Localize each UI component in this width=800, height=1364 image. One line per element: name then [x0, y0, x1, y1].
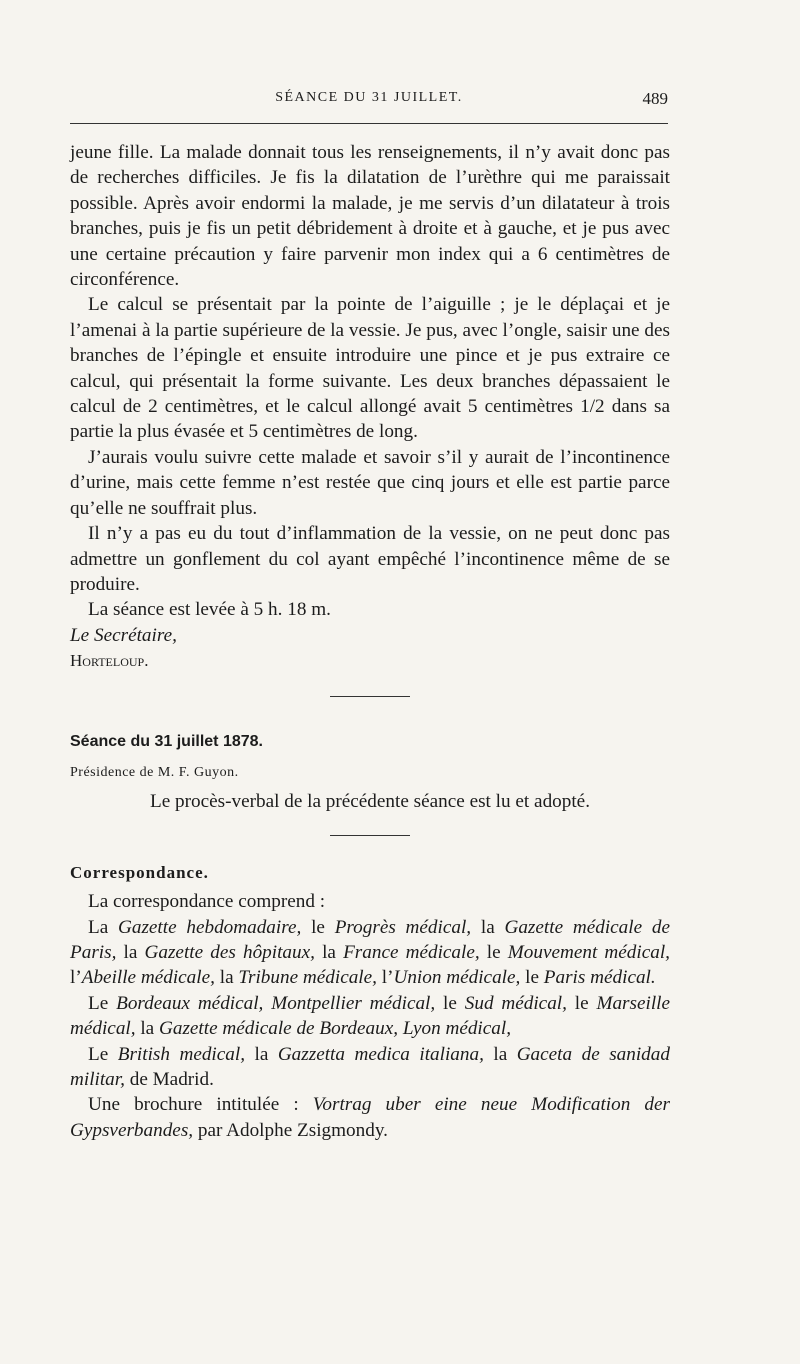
- paragraph-calculus: Le calcul se présentait par la pointe de l’aiguille ; je le déplaçai et je l’amenai à la partie supérieure de la vessie. Je pus, avec l’ongle, saisir une des branches de l’épingle et ensuite introduire une pince et je pus extraire ce calcul, qui présentait la forme suivante. Les deux branches dépassaient le calcul de 2 centimètres, et le calcul allongé avait 5 centimètres 1/2 dans sa partie la plus évasée et 5 centimètres de long.: [70, 294, 670, 443]
- section-divider: [330, 696, 410, 697]
- header-rule: [70, 123, 668, 124]
- page-header: [70, 90, 668, 116]
- signature-name: Horteloup.: [70, 651, 149, 671]
- minutes-adopted: Le procès-verbal de la précédente séance est lu et adopté.: [149, 791, 590, 813]
- paragraph-inflammation: Il n’y a pas eu du tout d’inflammation de la vessie, on ne peut donc pas admettre un gonflement du col ayant empêché l’incontinence même de se produire.: [70, 523, 670, 595]
- correspondance-journals-1: La Gazette hebdomadaire, le Progrès médical, la Gazette médicale de Paris, la Gazette des hôpitaux, la France médicale, le Mouvement médical, l’Abeille médicale, la Tribune médicale, l’Union médicale, le Paris médical.: [70, 916, 670, 989]
- paragraph-follow-up: J’aurais voulu suivre cette malade et savoir s’il y aurait de l’incontinence d’urine, mais cette femme n’est restée que cinq jours et elle est partie parce qu’elle ne souffrait plus.: [70, 446, 670, 519]
- correspondance-journals-3: Le British medical, la Gazzetta medica italiana, la Gaceta de sanidad militar, de Madrid.: [70, 1043, 670, 1090]
- correspondance-journals-2: Le Bordeaux médical, Montpellier médical, le Sud médical, le Marseille médical, la Gazette médicale de Bordeaux, Lyon médical,: [70, 992, 671, 1040]
- signature-title: Le Secrétaire,: [70, 624, 177, 646]
- correspondance-brochure: Une brochure intitulée : Vortrag uber eine neue Modification der Gypsverbandes, par Adolphe Zsigmondy.: [70, 1094, 671, 1141]
- correspondance-intro: La correspondance comprend :: [88, 891, 326, 913]
- correspondance-heading: Correspondance.: [70, 862, 209, 882]
- running-title: SÉANCE DU 31 JUILLET.: [275, 90, 463, 105]
- paragraph-continuation: jeune fille. La malade donnait tous les renseignements, il n’y avait donc pas de recherches difficiles. Je fis la dilatation de l’urèthre qui me paraissait possible. Après avoir endormi la malade, je me servis d’un dilatateur à trois branches, puis je fis un petit débridement à droite et à gauche, et je pus avec une certaine précaution y faire parvenir mon index qui a 6 centimètres de circonférence.: [70, 142, 670, 291]
- session-title: Séance du 31 juillet 1878.: [70, 732, 263, 750]
- paragraph-session-closed: La séance est levée à 5 h. 18 m.: [88, 599, 331, 621]
- page-number: 489: [642, 89, 668, 108]
- section-divider-2: [330, 835, 410, 836]
- presidence-line: Présidence de M. F. Guyon.: [70, 764, 239, 780]
- page-body: [70, 140, 670, 1143]
